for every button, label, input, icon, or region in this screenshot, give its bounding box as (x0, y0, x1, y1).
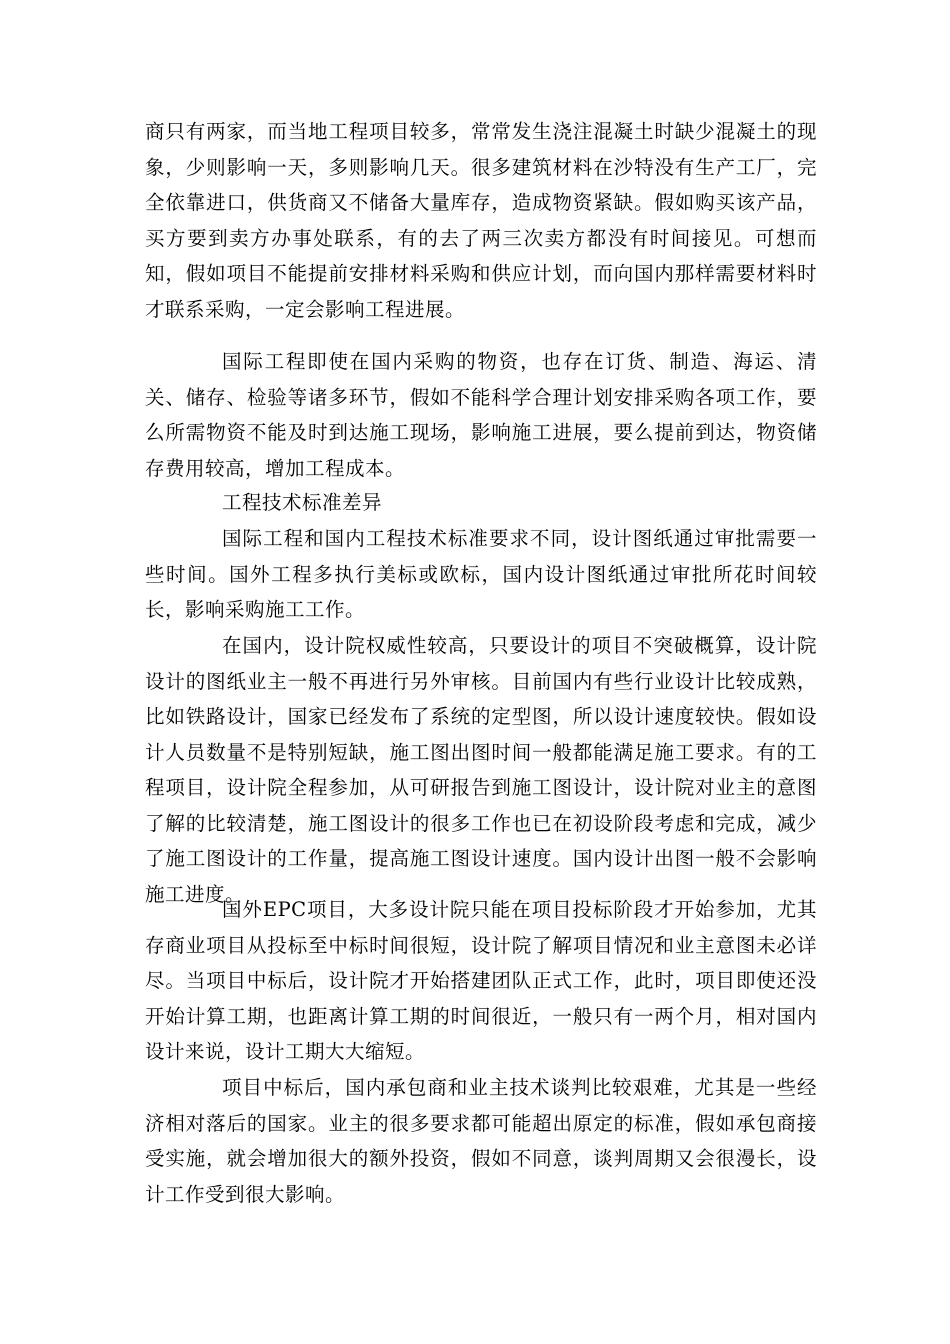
paragraph-technical-standards: 国际工程和国内工程技术标准要求不同，设计图纸通过审批需要一些时间。国外工程多执行美标或欧标，国内设计图纸通过审批所花时间较长，影响采购施工工作。 (145, 527, 817, 621)
paragraph-domestic-procurement: 国际工程即使在国内采购的物资，也存在订货、制造、海运、清关、储存、检验等诸多环节，假如不能科学合理计划安排采购各项工作，要么所需物资不能及时到达施工现场，影响施工进展，要么提前到达，物资储存费用较高，增加工程成本。 (145, 350, 817, 480)
paragraph-material-shortage: 商只有两家，而当地工程项目较多，常常发生浇注混凝土时缺少混凝土的现象，少则影响一天，多则影响几天。很多建筑材料在沙特没有生产工厂，完全依靠进口，供货商又不储备大量库存，造成物资紧缺。假如购买该产品，买方要到卖方办事处联系，有的去了两三次卖方都没有时间接见。可想而知，假如项目不能提前安排材料采购和供应计划，而向国内那样需要材料时才联系采购，一定会影响工程进展。 (145, 120, 817, 321)
section-heading: 工程技术标准差异 (222, 491, 383, 514)
paragraph-foreign-epc: 国外EPC项目，大多设计院只能在项目投标阶段才开始参加，尤其存商业项目从投标至中标时间很短，设计院了解项目情况和业主意图未必详尽。当项目中标后，设计院才开始搭建团队正式工作，此时，项目即使还没开始计算工期，也距离计算工期的时间很近，一般只有一两个月，相对国内设计来说，设计工期大大缩短。 (145, 898, 817, 1063)
paragraph-negotiation: 项目中标后，国内承包商和业主技术谈判比较艰难，尤其是一些经济相对落后的国家。业主的很多要求都可能超出原定的标准，假如承包商接受实施，就会增加很大的额外投资，假如不同意，谈判周期又会很漫长，设计工作受到很大影响。 (145, 1076, 817, 1206)
paragraph-domestic-design: 在国内，设计院权威性较高，只要设计的项目不突破概算，设计院设计的图纸业主一般不再进行另外审核。目前国内有些行业设计比较成熟，比如铁路设计，国家已经发布了系统的定型图，所以设计速度较快。假如设计人员数量不是特别短缺，施工图出图时间一般都能满足施工要求。有的工程项目，设计院全程参加，从可研报告到施工图设计，设计院对业主的意图了解的比较清楚，施工图设计的很多工作也已在初设阶段考虑和完成，减少了施工图设计的工作量，提高施工图设计速度。国内设计出图一般不会影响施工进度。 (145, 634, 817, 906)
